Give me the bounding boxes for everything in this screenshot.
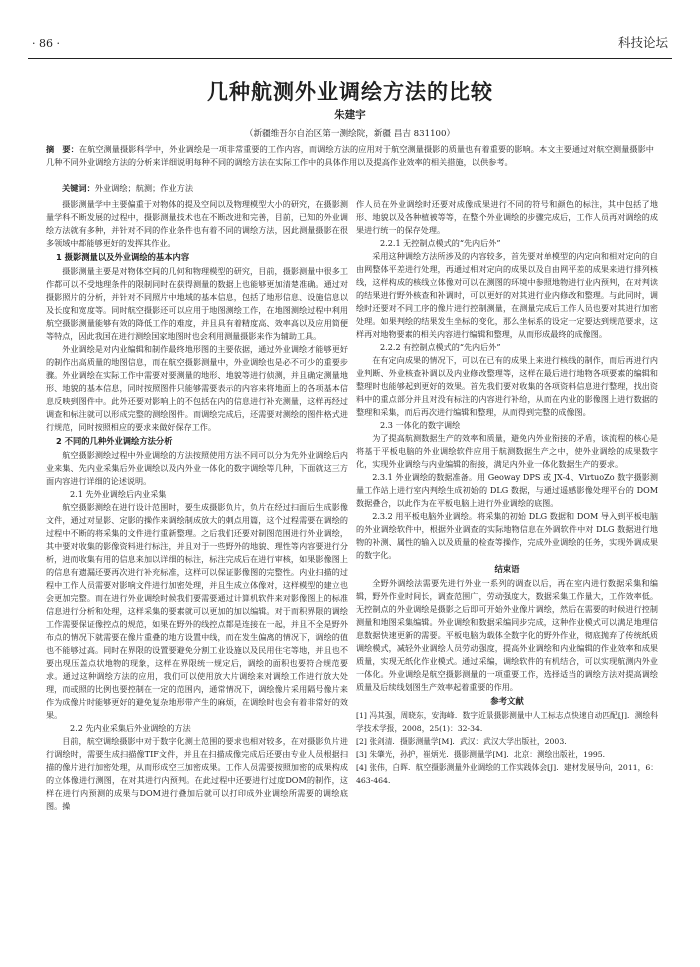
body-paragraph: 全野外调绘法需要先进行外业一系列的调查以后，再在室内进行数据采集和编辑，野外作业时间长，调查范围广，劳动强度大，数据采集工作量大，工作效率低。无控制点的外业调绘是摄影之后即可开始外业像片调绘，然后在需要的时候进行控制测量和地图采集编辑。外业调绘和数据采编同步完成，这种作业模式可以满足地理信息数据快速更新的需要。平板电脑为载体全数字化的野外作业，彻底抛弃了传统纸质调绘模式，减轻外业调绘人员劳动强度，提高外业调绘和内业编辑的作业效率和成果质量，实现无纸化作业模式。通过采编，调绘软件的有机结合，可以实现航测内外业一体化。外业调绘是航空摄影测量的一项重要工作，选择适当的调绘方法对提高调绘质量及后续线划图生产效率起着重要的作用。 (356, 578, 658, 692)
reference-item: [1] 冯其强，周晓东，安海峰．数字近景摄影测量中人工标志点快速自动匹配[J]．测绘科学技术学报，2008，25(1)：32-34． (356, 711, 658, 733)
keywords-text: 外业调绘；航测；作业方法 (94, 183, 194, 193)
body-paragraph: 2.3.1 外业调绘的数据准备。用 Geoway DPS 或 JX-4、VirtuoZo 数字摄影测量工作站上进行室内判绘生成初始的 DLG 数据，与通过遥感影像处理平台的 DOM 数据叠合，以此作为在平板电脑上进行外业调绘的底图。 (356, 472, 658, 508)
page-number: · 86 · (32, 37, 60, 50)
conclusion-heading: 结束语 (494, 564, 520, 574)
reference-item: [4] 张伟，白晖．航空摄影测量外业调绘的工作实践体会[J]．建材发展导向，2011，6：463-464． (356, 763, 658, 785)
subsection-heading: 2.1 先外业调绘后内业采集 (70, 489, 167, 499)
keywords (62, 183, 654, 194)
article-title: 几种航测外业调绘方法的比较 (207, 79, 493, 104)
reference-item: [2] 张剑清．摄影测量学[M]．武汉：武汉大学出版社，2003． (356, 737, 572, 746)
keywords-label: 关键词： (62, 183, 95, 193)
body-paragraph: 航空摄影测绘过程中外业调绘的方法按照使用方法不同可以分为先外业调绘后内业来集、先内业采集后外业调绘以及内外业一体化的数字调绘等几种，下面就这三方面内容进行详细的论述说明。 (46, 450, 348, 486)
body-paragraph: 采用这种调绘方法所涉及的内容较多，首先要对单模型的内定向和相对定向的自由网整体平差进行处理，再通过相对定向的成果以及自由网平差的成果来进行排列核线，这样构成的核线立体像对可以在测图的环境中参照地物进行业内预判，在对判读的结果进行野外核查和补调时，可以更好的对其进行业内修改和整理。与此同时，调绘时还要对不同工序的像片进行控制测量，在测量完成后工作人员也要对其进行加密处理。如果判绘的结果发生坐标的变化，那么坐标系的设定一定要达到规范要求，这样再对地物要素的相关内容进行编辑和整理，从而形成最终的成像图。 (356, 251, 658, 339)
abstract-label: 摘 要： (46, 144, 79, 154)
subsection-heading: 2.2.1 无控制点模式的“先内后外” (380, 238, 501, 248)
body-paragraph: 目前，航空调绘摄影中对于数字化测土范围的要求也相对较多，在对摄影负片进行调绘时，需要生成扫描像TIF文件，并且在扫描成像完成后还要由专业人员根据扫描的像片进行加密处理，从而形成空三加密成果。工作人员需要按照加密的成果构成的立体像进行测图，在对其进行内预判。在此过程中还要进行过度DOM的制作，这样在进行内预测的成果与DOM进行叠加后就可以打印成外业调绘所需要的调绘底图。操 (46, 736, 348, 811)
body-paragraph: 外业调绘是对内业编辑和制作最终地形图的主要依据，通过外业调绘才能够更好的制作出高质量的地图信息，而在航空摄影测量中，外业调绘也是必不可少的重要步骤。外业调绘在实际工作中需要对要测量的地形、地貌等进行侦测，并且确定测量地形、地貌的基本信息，同时按照图件只能够需要表示的内容来将地面上的各项基本信息反映到图件中。此外还要对影响上的不包括在内的信息进行补充测量，这样再经过调查和标注就可以形成完整的测绘图件。而调绘完成后，还需要对测绘的图件格式进行规范，同时按照相应的要求来做好保存工作。 (46, 344, 348, 432)
references-heading: 参考文献 (490, 696, 524, 706)
subsection-heading: 2.3 一体化的数字调绘 (380, 420, 461, 430)
body-paragraph: 摄影测量学中主要偏重于对物体的提及空间以及物理模型大小的研究，在摄影测量学科不断发展的过程中，摄影测量技术也在不断改进和完善，目前，已知的外业调绘方法就有多种，并针对不同的作业条件也有着不同的调绘方法，因此测量摄影在很多领域中都能够更好的发挥其作业。 (46, 199, 348, 248)
body-paragraph: 航空摄影测绘在进行设计范围时，要生成摄影负片，负片在经过扫面后生成影像文件，通过对显影、定影的操作来调绘制成放大的刺点用篇，这个过程需要在调绘的过程中不断的将采集的文件进行重新整理。之后我们还要对制图范围进行外业调绘，其中要对收集的影像资料进行标注，并且对于一些野外的地貌、理性等内容要进行分析，进而收集有用的信息来加以详细的标注，标注完成后在进行审核，如果影像图上的信息有遗漏还要再次进行补充标准，这样可以保证影像图的完整性。内业扫描的过程中工作人员需要对影响文件进行加密处理，并且生成立体像对，这样模型的建立也会更加完整。而在进行外业调绘时候我们要需要通过计算机软件来对影像图上的标准信息进行分析和处理，这样采集的要素就可以更加的加以编辑。对于而积界限的调绘工作需要保证像控点的规范，如果在野外的线控点都是连接在一起，并且不全是野外布点的情况下就需要在像片重叠的地方设置中线，而在发生偏离的情况下，调绘的值也不能够过高。同时在界限的设置要避免分割工业设施以及民用住宅等地，并且也不要出现压盖点状地物的现象，这样在界限统一规定后，调绘的面积也要符合规范要求。通过这种调绘方法的应用，我们可以使用放大片调绘来对调绘工作进行放大处理，而或照的比例也要控制在一定的范围内，通常情况下，调绘像片采用隔号像片来作为成像片时能够更好的避免复杂地形带产生的麻烦，在调绘时也会有着非常好的效果。 (46, 502, 348, 720)
article-author: 朱建宇 (334, 109, 366, 121)
author-affiliation: （新疆维吾尔自治区第一测绘院，新疆 昌吉 831100） (244, 129, 456, 139)
body-paragraph: 摄影测量主要是对物体空间的几何和物理模型的研究，目前，摄影测量中很多工作都可以不受地理条件的限制同时在获得测量的数据上也能够更加清楚准确。通过对摄影照片的分析，并针对不同照片中地域的基本信息，包括了地形信息、设施信息以及长度和宽度等。同时航空摄影还可以应用于地图测绘工作，在地图测绘过程中利用航空摄影测量能够有效的降低工作的难度，并且具有着精度高、效率高以及应用简便等特点，因此我国在进行测绘国家地图时也会利用测量摄影来作为辅助工具。 (46, 266, 348, 341)
body-paragraph: 为了提高航测数据生产的效率和质量，避免内外业衔接的矛盾，该流程的核心是将基于平板电脑的外业调绘软件应用于航测数据生产之中，使外业调绘的成果数字化，实现外业调绘与内业编辑的衔接，满足内外业一体化数据生产的要求。 (356, 433, 658, 469)
subsection-heading: 2.2 先内业采集后外业调绘的方法 (70, 723, 191, 733)
body-paragraph: 作人员在外业调绘时还要对成像成果进行不同的符号和颜色的标注，其中包括了地形、地貌以及各种植被等等，在整个外业调绘的步骤完成后，工作人员再对调绘的成果进行统一的保存处理。 (356, 199, 658, 235)
header-rule (28, 58, 672, 59)
subsection-heading: 2.2.2 有控制点模式的“先内后外” (380, 342, 501, 352)
right-column (356, 198, 658, 898)
section-heading: 1 摄影测量以及外业调绘的基本内容 (56, 252, 190, 262)
body-paragraph: 在有定向成果的情况下，可以在已有的成果上来进行核线的制作，而后再进行内业判断、外业核查补调以及内业修改整理等，这样在最后进行地物各项要素的编辑和整理时也能够起到更好的效果。首先我们要对收集的各项资料信息进行整理，找出资料中的重点部分并且对没有标注的内容进行补给，从而在内业的影像图上进行数据的整理和采集，而后再次进行编辑和整理，从而得到完整的成像图。 (356, 355, 658, 417)
body-paragraph: 2.3.2 用平板电脑外业调绘。将采集的初始 DLG 数据和 DOM 导入到平板电脑的外业调绘软件中，根据外业调查的实际地物信息在外调软件中对 DLG 数据进行地物的补测、属性的输入以及质量的检查等操作，完成外业调绘的任务，实现外调成果的数字化。 (356, 511, 658, 560)
left-column (46, 198, 348, 898)
page-header (28, 31, 672, 53)
section-heading: 2 不同的几种外业调绘方法分析 (56, 436, 173, 446)
abstract-text: 在航空测量摄影科学中，外业调绘是一项非常重要的工作内容，而调绘方法的应用对于航空测量摄影的质量也有着重要的影响。本文主要通过对航空测量摄影中几种不同外业调绘方法的分析来详细说明每种不同的调绘方法在实际工作中的具体作用以及提高作业效率的相关措施，以供参考。 (46, 144, 654, 167)
journal-name: 科技论坛 (617, 35, 668, 50)
reference-item: [3] 朱肇光，孙护，崔炳光．摄影测量学[M]．北京：测绘出版社，1995． (356, 750, 611, 759)
abstract (46, 143, 654, 169)
